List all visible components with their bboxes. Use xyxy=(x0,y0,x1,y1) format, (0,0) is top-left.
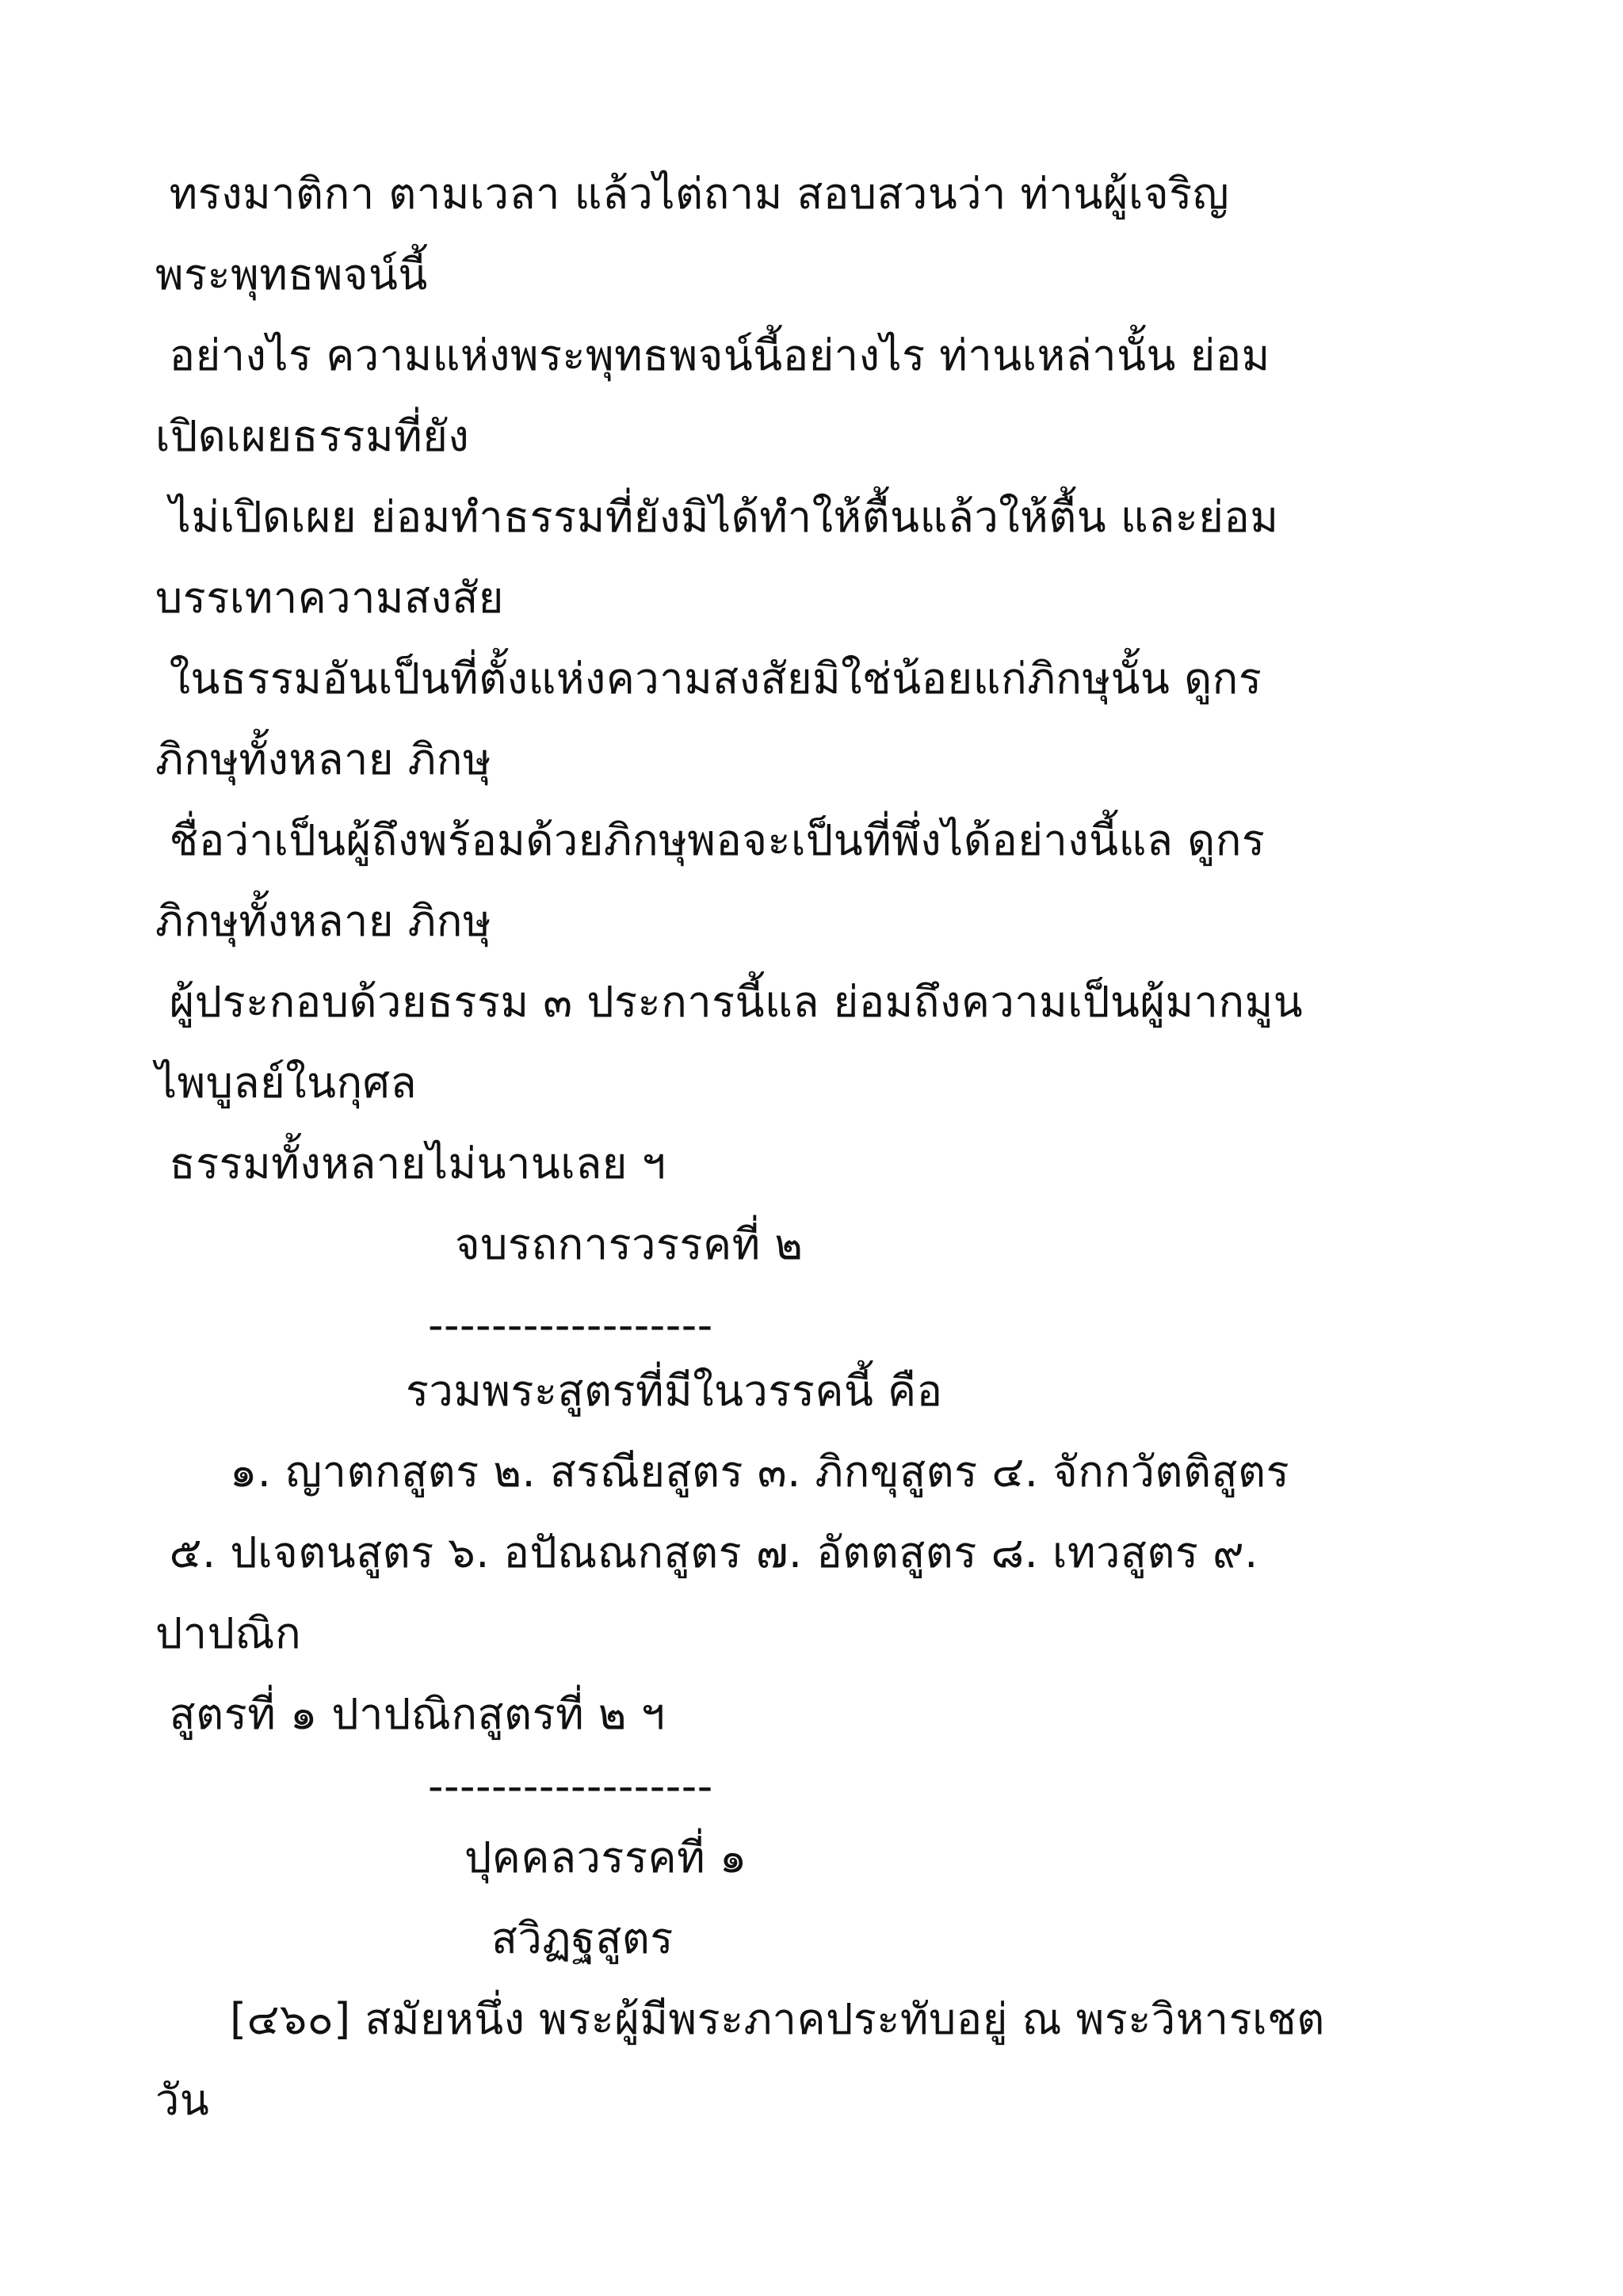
text-line: บรรเทาความสงสัย xyxy=(155,573,504,623)
text-line: สูตรที่ ๑ ปาปณิกสูตรที่ ๒ ฯ xyxy=(155,1689,666,1739)
text-line: ไม่เปิดเผย ย่อมทำธรรมที่ยังมิได้ทำให้ตื้นแล้วให้ตื้น และย่อม xyxy=(155,492,1279,542)
text-line: พระพุทธพจน์นี้ xyxy=(155,250,428,299)
separator-line: ------------------ xyxy=(428,1300,713,1350)
text-line: ภิกษุทั้งหลาย ภิกษุ xyxy=(155,734,492,784)
text-line: ธรรมทั้งหลายไม่นานเลย ฯ xyxy=(155,1138,666,1188)
separator-line: ------------------ xyxy=(428,1761,713,1811)
text-line: ในธรรมอันเป็นที่ตั้งแห่งความสงสัยมิใช่น้อยแก่ภิกษุนั้น ดูกร xyxy=(155,654,1262,704)
sutta-title: สวิฏฐสูตร xyxy=(491,1913,674,1963)
section-end-heading: จบรถการวรรคที่ ๒ xyxy=(455,1219,804,1269)
summary-heading: รวมพระสูตรที่มีในวรรคนี้ คือ xyxy=(406,1366,943,1416)
text-line: ชื่อว่าเป็นผู้ถึงพร้อมด้วยภิกษุพอจะเป็นที่พึ่งได้อย่างนี้แล ดูกร xyxy=(155,815,1266,865)
text-line: เปิดเผยธรรมที่ยัง xyxy=(155,411,470,461)
text-line: ๕. ปเจตนสูตร ๖. อปัณณกสูตร ๗. อัตตสูตร ๘. เทวสูตร ๙. xyxy=(155,1527,1258,1577)
text-line: ทรงมาติกา ตามเวลา แล้วไต่ถาม สอบสวนว่า ท่านผู้เจริญ xyxy=(155,169,1230,219)
text-line: วัน xyxy=(155,2075,210,2125)
text-line: ผู้ประกอบด้วยธรรม ๓ ประการนี้แล ย่อมถึงความเป็นผู้มากมูน xyxy=(155,977,1304,1027)
text-line: ๑. ญาตกสูตร ๒. สรณียสูตร ๓. ภิกขุสูตร ๔. จักกวัตติสูตร xyxy=(230,1447,1290,1497)
text-line: ไพบูลย์ในกุศล xyxy=(155,1058,418,1108)
chapter-heading: ปุคคลวรรคที่ ๑ xyxy=(464,1833,747,1882)
text-line: [๔๖๐] สมัยหนึ่ง พระผู้มีพระภาคประทับอยู่ ณ พระวิหารเชต xyxy=(230,1994,1325,2044)
text-line: อย่างไร ความแห่งพระพุทธพจน์นี้อย่างไร ท่านเหล่านั้น ย่อม xyxy=(155,330,1270,380)
text-line: ปาปณิก xyxy=(155,1608,302,1658)
text-line: ภิกษุทั้งหลาย ภิกษุ xyxy=(155,896,492,946)
